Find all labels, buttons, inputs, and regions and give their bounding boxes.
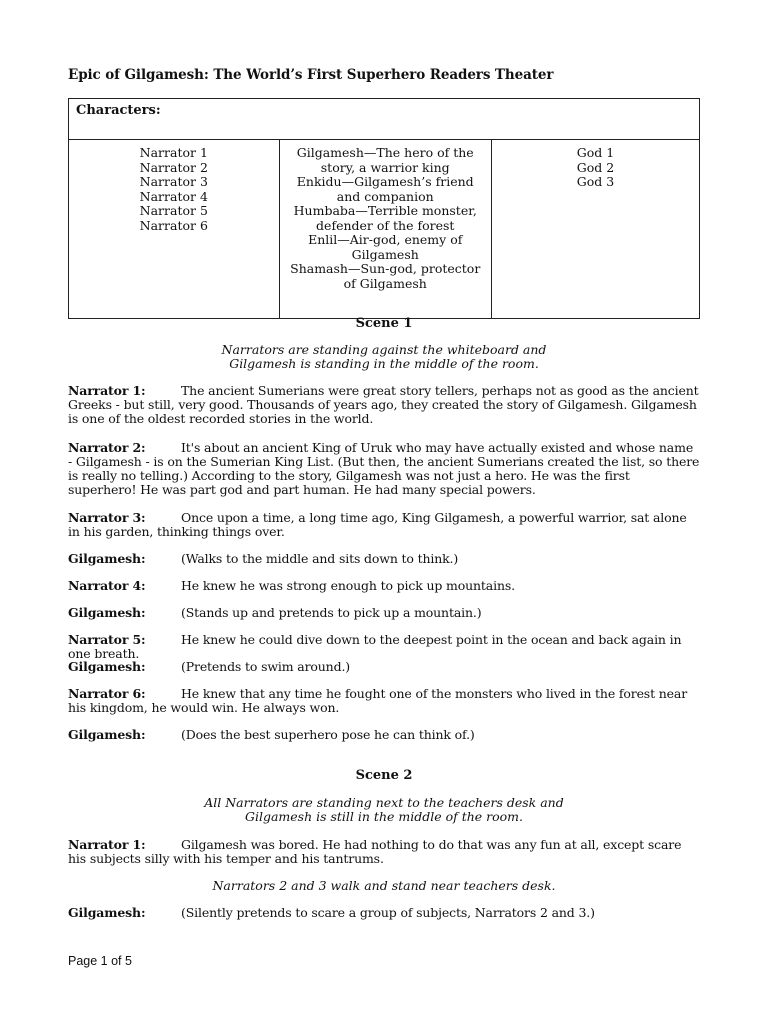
god-entry: God 2 — [576, 159, 615, 175]
narrator-entry: Narrator 6 — [139, 217, 208, 233]
stage-direction-line: Gilgamesh is still in the middle of the room. — [244, 809, 524, 824]
line-text: He knew he could dive down to the deepest point in the ocean and back again in one breath. — [68, 632, 682, 661]
script-line — [68, 511, 700, 539]
narrator-entry: Narrator 1 — [139, 145, 208, 160]
role-entry: Enkidu—Gilgamesh’s friend and companion — [296, 174, 474, 204]
characters-header: Characters: — [69, 99, 700, 140]
narrators-column — [69, 140, 280, 319]
narrator-entry: Narrator 2 — [139, 159, 208, 175]
narrator-entry: Narrator 3 — [139, 174, 208, 189]
line-text: (Pretends to swim around.) — [181, 659, 350, 674]
speaker-label: Narrator 1: — [68, 837, 146, 852]
script-line — [68, 441, 700, 497]
speaker-label: Gilgamesh: — [68, 551, 146, 566]
scene-2-stage-direction-mid: Narrators 2 and 3 walk and stand near teachers desk. — [212, 878, 556, 893]
line-text: (Silently pretends to scare a group of subjects, Narrators 2 and 3.) — [181, 905, 595, 920]
script-line — [68, 579, 700, 593]
line-text: (Does the best superhero pose he can think of.) — [181, 727, 475, 742]
script-line — [68, 552, 700, 566]
line-text: He knew he was strong enough to pick up mountains. — [181, 578, 515, 593]
script-line — [68, 728, 700, 742]
stage-direction-line: All Narrators are standing next to the teachers desk and — [204, 795, 564, 810]
roles-column — [279, 140, 491, 319]
script-line — [68, 384, 700, 426]
line-text: He knew that any time he fought one of the monsters who lived in the forest near his kingdom, he would win. He always won. — [68, 686, 688, 715]
characters-table — [68, 98, 700, 319]
line-text: Gilgamesh was bored. He had nothing to do that was any fun at all, except scare his subjects silly with his temper and his tantrums. — [68, 837, 682, 866]
line-text: (Walks to the middle and sits down to think.) — [181, 551, 459, 566]
script-line — [68, 606, 700, 620]
speaker-label: Narrator 2: — [68, 440, 146, 455]
line-text: The ancient Sumerians were great story tellers, perhaps not as good as the ancient Greeks - but still, very good. Thousands of years ago, they created the story of Gilgamesh. Gilgamesh is one of the oldest recorded stories in the world. — [68, 383, 699, 426]
script-line — [68, 838, 700, 866]
line-text: It's about an ancient King of Uruk who may have actually existed and whose name - Gilgamesh - is on the Sumerian King List. (But then, the ancient Sumerians created the list, so there is really no telling.) According to the story, Gilgamesh was not just a hero. He was the first superhero! He was part god and part human. He had many special powers. — [68, 440, 700, 497]
role-entry: Shamash—Sun-god, protector of Gilgamesh — [290, 261, 481, 291]
line-text: Once upon a time, a long time ago, King Gilgamesh, a powerful warrior, sat alone in his garden, thinking things over. — [68, 510, 687, 539]
script-line — [68, 906, 700, 920]
stage-direction-line: Narrators are standing against the whiteboard and — [221, 342, 547, 357]
page-number-footer: Page 1 of 5 — [68, 954, 132, 968]
scene-1-heading: Scene 1 — [355, 316, 413, 331]
role-entry: Gilgamesh—The hero of the story, a warrior king — [296, 145, 474, 175]
scene-1-stage-direction — [68, 343, 700, 371]
narrator-entry: Narrator 5 — [139, 203, 208, 218]
scene-2-heading: Scene 2 — [355, 768, 413, 783]
speaker-label: Narrator 4: — [68, 578, 146, 593]
line-text: (Stands up and pretends to pick up a mountain.) — [181, 605, 482, 620]
speaker-label: Narrator 1: — [68, 383, 146, 398]
speaker-label: Gilgamesh: — [68, 727, 146, 742]
speaker-label: Gilgamesh: — [68, 605, 146, 620]
speaker-label: Narrator 5: — [68, 632, 146, 647]
gods-column — [491, 140, 699, 319]
role-entry: Enlil—Air-god, enemy of Gilgamesh — [308, 232, 463, 262]
speaker-label: Narrator 3: — [68, 510, 146, 525]
role-entry: Humbaba—Terrible monster, defender of the forest — [293, 203, 477, 233]
scene-2-stage-direction — [68, 796, 700, 824]
speaker-label: Gilgamesh: — [68, 659, 146, 674]
script-line — [68, 687, 700, 715]
script-line — [68, 633, 700, 661]
narrator-entry: Narrator 4 — [139, 188, 208, 204]
speaker-label: Narrator 6: — [68, 686, 146, 701]
script-line — [68, 660, 700, 674]
speaker-label: Gilgamesh: — [68, 905, 146, 920]
stage-direction-line: Gilgamesh is standing in the middle of the room. — [229, 356, 539, 371]
god-entry: God 1 — [576, 145, 615, 160]
god-entry: God 3 — [576, 174, 615, 189]
document-title: Epic of Gilgamesh: The World’s First Superhero Readers Theater — [68, 67, 554, 83]
